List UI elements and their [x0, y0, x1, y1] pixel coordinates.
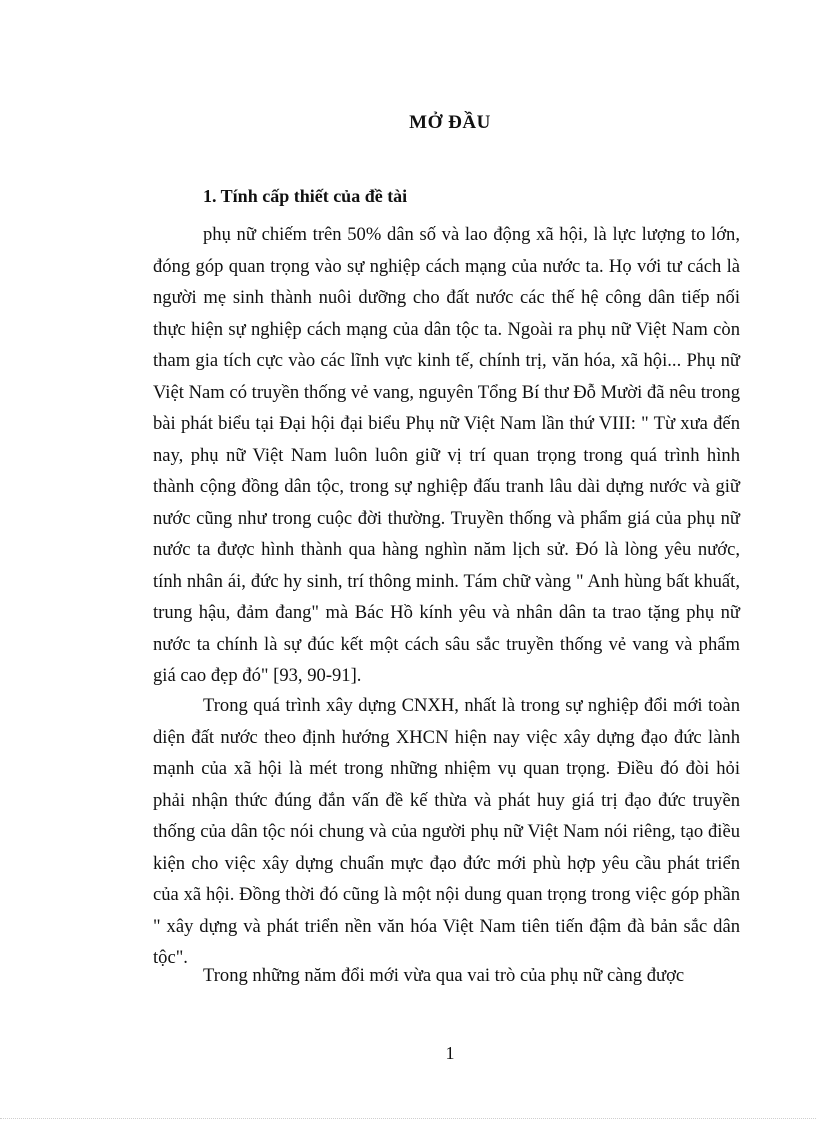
paragraph-2: [153, 690, 740, 974]
paragraph-1: [153, 219, 740, 692]
paragraph-3: [153, 960, 740, 992]
document-title: MỞ ĐẦU: [409, 112, 491, 133]
paragraph-text: Trong quá trình xây dựng CNXH, nhất là trong sự nghiệp đổi mới toàn diện đất nước theo định hướng XHCN hiện nay việc xây dựng đạo đức lành mạnh của xã hội là mét trong những nhiệm vụ quan trọng. Điều đó đòi hỏi phải nhận thức đúng đắn vấn đề kế thừa và phát huy giá trị đạo đức truyền thống của dân tộc nói chung và của người phụ nữ Việt Nam nói riêng, tạo điều kiện cho việc xây dựng chuẩn mực đạo đức mới phù hợp yêu cầu phát triển của xã hội. Đồng thời đó cũng là một nội dung quan trọng trong việc góp phần " xây dựng và phát triển nền văn hóa Việt Nam tiên tiến đậm đà bản sắc dân tộc".: [153, 695, 740, 968]
page-number: 1: [445, 1043, 455, 1063]
paragraph-text: phụ nữ chiếm trên 50% dân số và lao động xã hội, là lực lượng to lớn, đóng góp quan trọng vào sự nghiệp cách mạng của nước ta. Họ với tư cách là người mẹ sinh thành nuôi dưỡng cho đất nước các thế hệ công dân tiếp nối thực hiện sự nghiệp cách mạng của dân tộc ta. Ngoài ra phụ nữ Việt Nam còn tham gia tích cực vào các lĩnh vực kinh tế, chính trị, văn hóa, xã hội... Phụ nữ Việt Nam có truyền thống vẻ vang, nguyên Tổng Bí thư Đỗ Mười đã nêu trong bài phát biểu tại Đại hội đại biểu Phụ nữ Việt Nam lần thứ VIII: " Từ xưa đến nay, phụ nữ Việt Nam luôn luôn giữ vị trí quan trọng trong quá trình hình thành cộng đồng dân tộc, trong sự nghiệp đấu tranh lâu dài dựng nước và giữ nước cũng như trong cuộc đời thường. Truyền thống và phẩm giá của phụ nữ nước ta được hình thành qua hàng nghìn năm lịch sử. Đó là lòng yêu nước, tính nhân ái, đức hy sinh, trí thông minh. Tám chữ vàng " Anh hùng bất khuất, trung hậu, đảm đang" mà Bác Hồ kính yêu và nhân dân ta trao tặng phụ nữ nước ta chính là sự đúc kết một cách sâu sắc truyền thống vẻ vang và phẩm giá cao đẹp đó" [93, 90-91].: [153, 224, 740, 686]
section-heading: 1. Tính cấp thiết của đề tài: [203, 186, 408, 206]
page-bottom-divider: [0, 1118, 816, 1119]
paragraph-text: Trong những năm đổi mới vừa qua vai trò của phụ nữ càng được: [203, 965, 685, 986]
